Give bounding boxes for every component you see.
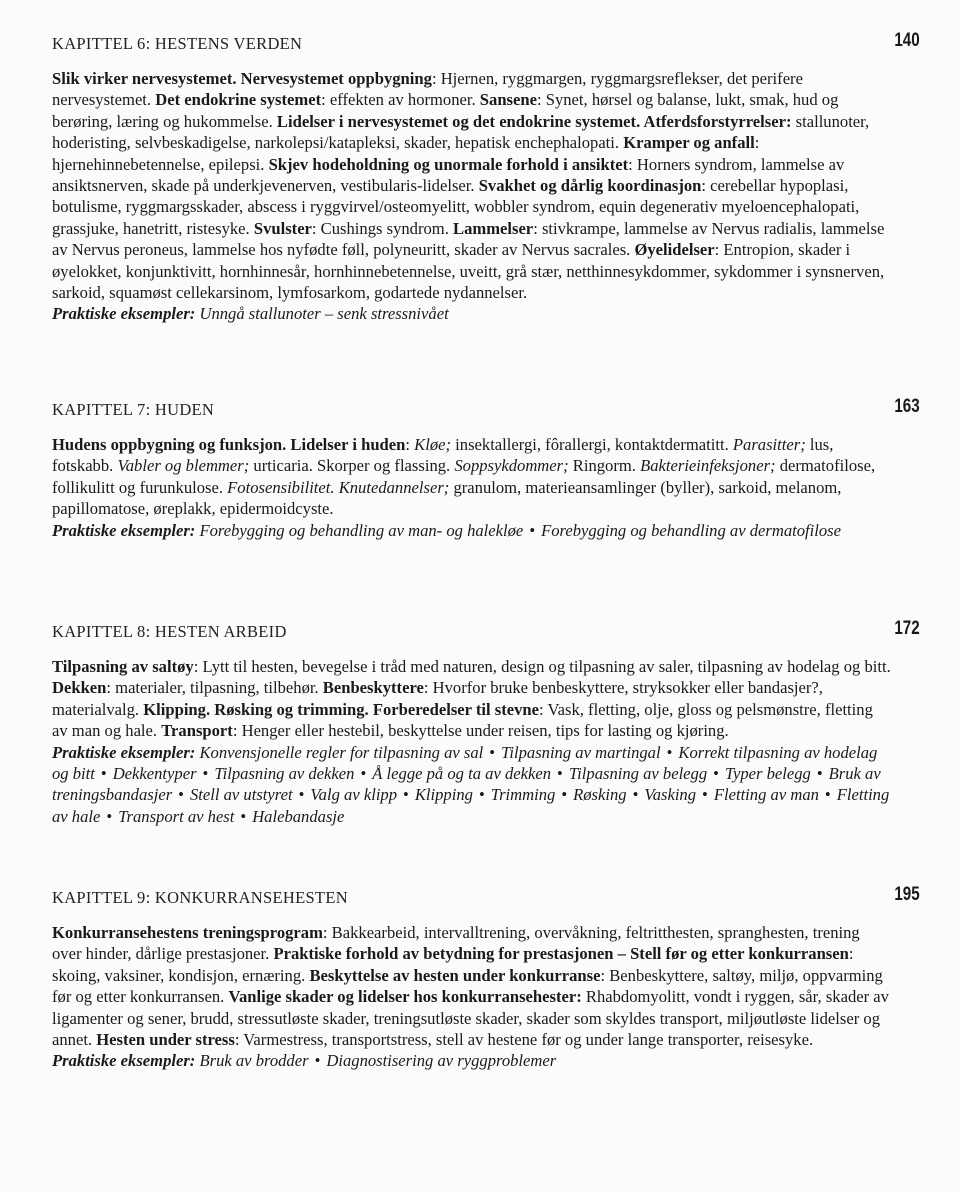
body-text: insektallergi, fôrallergi, kontaktdermatitt. [451,435,733,454]
examples-label: Praktiske eksempler: [52,1051,200,1071]
body-text: : Horners syndrom, lammelse av ansiktsnerven, skade på underkjevenerven, vestibularis-lidelser. [52,154,845,196]
body-text: : Henger eller hestebil, beskyttelse under reisen, tips for lasting og kjøring. [232,721,729,741]
term-label: Tilpasning av saltøy [52,657,194,676]
term-label: Det endokrine systemet [155,90,322,110]
bullet-icon: • [403,785,409,805]
bullet-icon: • [632,785,639,805]
body-text: : skoing, vaksiner, kondisjon, ernæring. [52,944,854,985]
body-text: stallunoter, hoderisting, selvbeskadigelse, narkolepsi/katapleksi, skader, hepatisk enchephalopati. [52,111,870,153]
term-label: Praktiske forhold av betydning for prestasjonen – Stell før og etter konkurransen [273,944,849,964]
chapter-heading: KAPITTEL 7: HUDEN [52,400,215,419]
bullet-icon: • [100,764,107,784]
example-item: Tilpasning av dekken [214,764,355,784]
chapter-9 [52,884,920,1072]
example-item: Bruk av brodder [199,1051,309,1071]
body-text: : Hjernen, ryggmargen, ryggmargsreflekser, det perifere nervesystemet. [52,69,803,110]
example-item: Korrekt tilpasning av hodelag og bitt [52,742,878,784]
examples-label: Praktiske eksempler: [52,742,200,762]
term-label: Benbeskyttere [322,678,424,698]
term-label: Øyelidelser [634,240,715,260]
term-label: Lidelser i nervesystemet og det endokrine systemet. Atferdsforstyrrelser: [276,111,792,131]
bullet-icon: • [529,520,536,540]
term-label: Transport [161,721,233,741]
term-label: Svakhet og dårlig koordinasjon [478,176,702,196]
body-text: : Vask, fletting, olje, gloss og pelsmønstre, fletting av man og hale. [52,699,873,741]
body-text: : [405,435,415,454]
example-item: Vasking [644,785,697,805]
chapter-body [52,434,892,520]
bullet-icon: • [557,764,563,784]
chapter-7 [52,396,920,541]
bullet-icon: • [478,785,485,805]
example-item: Diagnostisering av ryggproblemer [326,1051,557,1071]
body-text: : Cushings syndrom. [311,218,453,238]
bullet-icon: • [666,742,673,762]
example-item: Stell av utstyret [189,785,293,805]
example-item: Røsking [573,785,627,805]
example-item: Typer belegg [724,764,811,784]
term-label: Konkurransehestens treningsprogram [52,923,323,942]
term-label: Lammelser [453,218,534,238]
body-text: : effekten av hormoner. [321,90,480,110]
term-label: Kramper og anfall [623,133,755,153]
body-text: urticaria. Skorper og flassing. [249,456,455,476]
chapter-body [52,656,892,742]
example-item: Å legge på og ta av dekken [372,764,552,784]
page-number: 172 [894,618,920,639]
body-text: : materialer, tilpasning, tilbehør. [106,678,323,698]
example-item: Valg av klipp [310,785,398,805]
example-item: Trimming [490,785,556,805]
body-text: : Lytt til hesten, bevegelse i tråd med naturen, design og tilpasning av saler, tilpasning av hodelag og bitt. [193,657,891,676]
example-item: Halebandasje [252,806,345,826]
bullet-icon: • [360,764,367,784]
practical-examples [52,742,892,828]
bullet-icon: • [713,764,719,784]
term-label: Vanlige skader og lidelser hos konkurransehester: [228,987,582,1007]
bullet-icon: • [824,785,831,805]
practical-examples [52,520,892,541]
category-label: Vabler og blemmer; [117,456,250,476]
category-label: Soppsykdommer; [454,456,569,476]
body-text: dermatofilose, follikulitt og furunkulose. [52,456,876,497]
bullet-icon: • [202,764,209,784]
practical-examples [52,303,892,324]
bullet-icon: • [702,785,708,805]
category-label: Parasitter; [732,435,806,454]
example-item: Tilpasning av belegg [568,764,708,784]
bullet-icon: • [106,806,113,826]
category-label: Bakterieinfeksjoner; [640,456,776,476]
body-text: : Varmestress, transportstress, stell av hestene før og under lange transporter, reisesyke. [234,1030,814,1050]
term-label: Slik virker nervesystemet. Nervesystemet oppbygning [52,69,432,88]
example-item: Fletting av hale [52,785,890,826]
chapter-heading: KAPITTEL 9: KONKURRANSEHESTEN [52,888,348,907]
body-text: : Synet, hørsel og balanse, lukt, smak, hud og berøring, læring og hukommelse. [52,90,839,131]
bullet-icon: • [240,806,247,826]
category-label: Fotosensibilitet. Knutedannelser; [227,477,450,497]
term-label: Hudens oppbygning og funksjon. Lidelser i huden [52,435,406,454]
term-label: Skjev hodeholdning og unormale forhold i ansiktet [268,154,629,174]
term-label: Beskyttelse av hesten under konkurranse [309,965,601,985]
category-label: Kløe; [414,435,452,454]
term-label: Klipping. Røsking og trimming. Forberedelser til stevne [143,699,540,719]
practical-examples [52,1050,892,1071]
example-item: Tilpasning av martingal [501,742,661,762]
bullet-icon: • [314,1051,321,1071]
body-text: granulom, materieansamlinger (byller), sarkoid, melanom, papillomatose, øreplakk, epidermoidcyste. [52,477,842,519]
page-number: 140 [894,30,920,51]
body-text: lus, fotskabb. [52,435,834,476]
chapter-body [52,68,892,303]
term-label: Svulster [253,218,312,238]
examples-label: Praktiske eksempler: [52,520,200,540]
body-text: : cerebellar hypoplasi, botulisme, ryggmargsskader, abscess i ryggvirvel/osteomyelitt, wobbler syndrom, equin degenerativ myeloencephalopati, grassjuke, hanetritt, ristesyke. [52,176,860,238]
example-item: Konvensjonelle regler for tilpasning av sal [199,742,484,762]
bullet-icon: • [816,764,823,784]
chapter-6 [52,30,920,325]
bullet-icon: • [489,742,496,762]
example-item: Bruk av treningsbandasjer [52,764,881,805]
example-item: Unngå stallunoter – senk stressnivået [199,304,449,324]
page-number: 195 [894,884,920,905]
chapter-heading: KAPITTEL 8: HESTEN ARBEID [52,622,287,641]
body-text: : stivkrampe, lammelse av Nervus radialis, lammelse av Nervus peroneus, lammelse hos nyfødte føll, polyneuritt, skader av Nervus sacrales. [52,218,885,260]
example-item: Forebygging og behandling av dermatofilose [541,520,841,540]
example-item: Fletting av man [713,785,819,805]
chapter-body [52,922,892,1050]
chapter-8 [52,618,920,827]
examples-label: Praktiske eksempler: [52,304,200,324]
body-text: Ringorm. [568,456,641,476]
page-number: 163 [894,396,920,417]
example-item: Forebygging og behandling av man- og halekløe [199,520,524,540]
bullet-icon: • [178,785,184,805]
body-text: : Bakkearbeid, intervalltrening, overvåkning, feltritthesten, spranghesten, trening over hinder, dårlige prestasjoner. [52,923,860,964]
body-text: : Entropion, skader i øyelokket, konjunktivitt, hornhinnesår, hornhinnebetennelse, uveitt, grå stær, netthinnesykdommer, sykdommer i synsnerven, sarkoid, squamøst cellekarsinom, lymfosarkom, godartede nydannelser. [52,240,885,303]
term-label: Sansene [479,90,537,110]
term-label: Hesten under stress [96,1030,235,1050]
bullet-icon: • [298,785,305,805]
example-item: Dekkentyper [112,764,197,784]
term-label: Dekken [52,678,107,698]
body-text: : hjernehinnebetennelse, epilepsi. [52,133,760,174]
body-text: Rhabdomyolitt, vondt i ryggen, sår, skader av ligamenter og sener, brudd, stressutløste skader, treningsutløste skader, skader som skyldes transport, miljøutløste lidelser og annet. [52,987,889,1050]
example-item: Transport av hest [118,806,235,826]
bullet-icon: • [561,785,568,805]
body-text: : Hvorfor bruke benbeskyttere, stryksokker eller bandasjer?, materialvalg. [52,678,823,719]
chapter-heading: KAPITTEL 6: HESTENS VERDEN [52,34,303,53]
body-text: : Benbeskyttere, saltøy, miljø, oppvarming før og etter konkurransen. [52,965,883,1007]
example-item: Klipping [414,785,473,805]
